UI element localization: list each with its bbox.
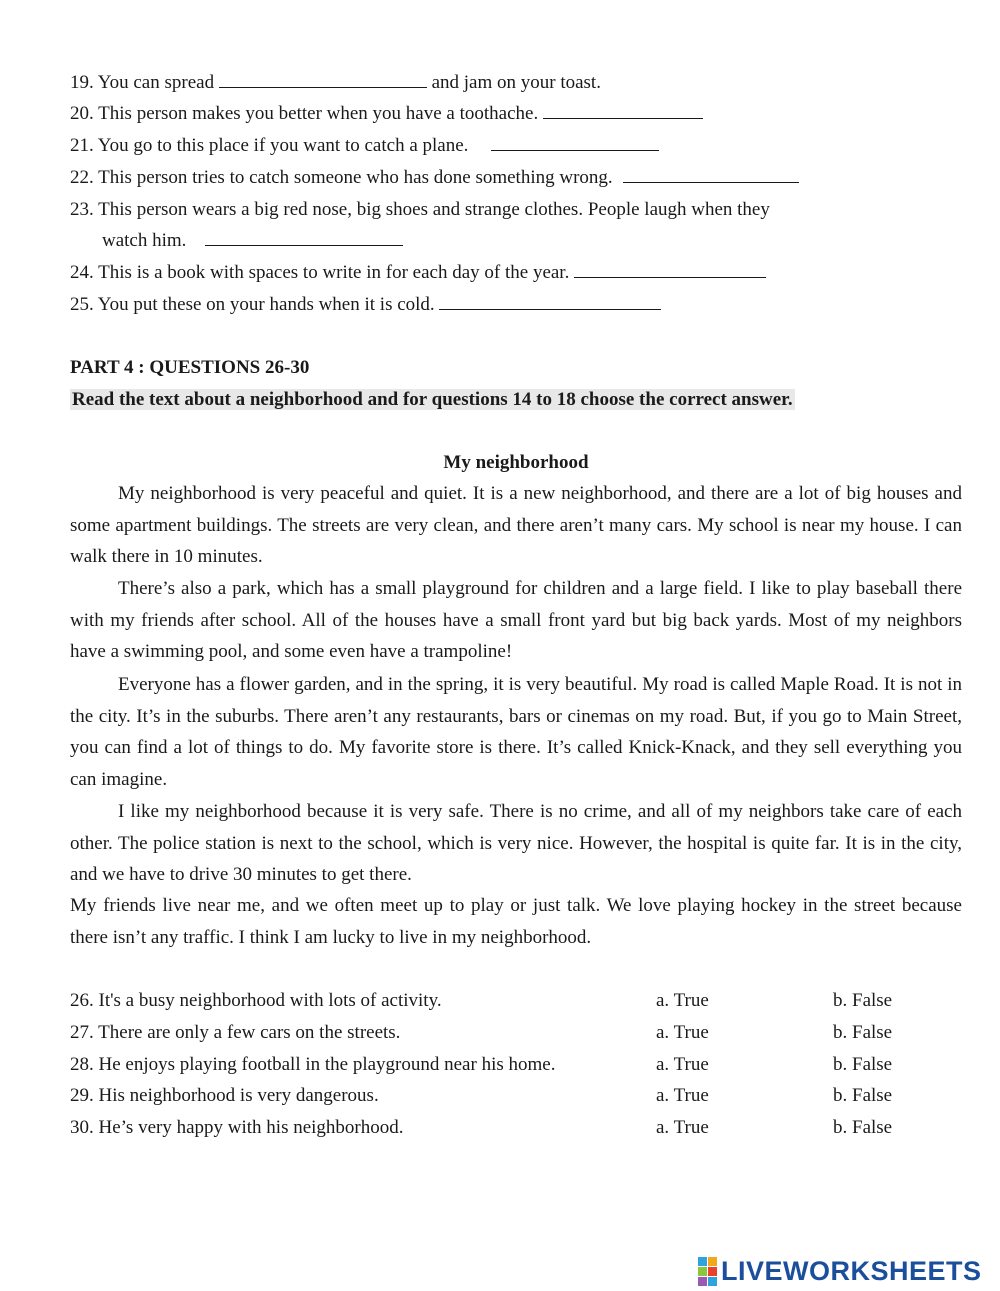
question-number: 25. bbox=[70, 294, 94, 315]
question-text: You can spread bbox=[97, 72, 215, 93]
logo-text: LIVEWORKSHEETS bbox=[721, 1255, 982, 1286]
question-21 bbox=[70, 134, 659, 158]
question-text: This person tries to catch someone who has done something wrong. bbox=[98, 167, 613, 188]
question-text-after: and jam on your toast. bbox=[431, 72, 601, 93]
option-false[interactable]: b. False bbox=[833, 1022, 893, 1043]
question-text: You go to this place if you want to catch a plane. bbox=[97, 135, 469, 156]
answer-blank-19[interactable] bbox=[219, 71, 427, 88]
reading-paragraph-3: Everyone has a flower garden, and in the spring, it is very beautiful. My road is called Maple Road. It is not in the city. It’s in the suburbs. There aren’t any restaurants, bars or cinemas on my road. But, if you go to Main Street, you can find a lot of things to do. My favorite store is there. It’s called Knick-Knack, and they sell everything you can imagine. bbox=[70, 674, 962, 790]
question-22 bbox=[70, 166, 799, 190]
question-23 bbox=[70, 198, 770, 222]
logo-block-icon bbox=[708, 1277, 717, 1286]
question-number: 22. bbox=[70, 167, 94, 188]
liveworksheets-logo bbox=[698, 1256, 982, 1286]
option-true[interactable]: a. True bbox=[656, 1022, 709, 1043]
reading-paragraph-5: My friends live near me, and we often meet up to play or just talk. We love playing hockey in the street because there isn’t any traffic. I think I am lucky to live in my neighborhood. bbox=[70, 895, 962, 948]
question-number: 19. bbox=[70, 72, 94, 93]
option-false[interactable]: b. False bbox=[833, 990, 893, 1011]
logo-block-icon bbox=[698, 1257, 707, 1266]
reading-paragraph-4: I like my neighborhood because it is very safe. There is no crime, and all of my neighbors take care of each other. The police station is next to the school, which is very nice. However, the hospital is quite far. It is in the city, and we have to drive 30 minutes to get there. bbox=[70, 801, 962, 886]
question-number: 20. bbox=[70, 103, 94, 124]
option-false[interactable]: b. False bbox=[833, 1054, 893, 1075]
question-19 bbox=[70, 71, 601, 95]
answer-blank-22[interactable] bbox=[623, 166, 799, 183]
question-number: 23. bbox=[70, 199, 94, 220]
option-true[interactable]: a. True bbox=[656, 1054, 709, 1075]
question-text: This is a book with spaces to write in for each day of the year. bbox=[98, 262, 570, 283]
question-25 bbox=[70, 293, 661, 317]
reading-paragraph-1: My neighborhood is very peaceful and quiet. It is a new neighborhood, and there are a lot of big houses and some apartment buildings. The streets are very clean, and there aren’t many cars. My school is near my house. I can walk there in 10 minutes. bbox=[70, 483, 962, 568]
statement-text: 29. His neighborhood is very dangerous. bbox=[70, 1085, 379, 1106]
logo-block-icon bbox=[698, 1267, 707, 1276]
question-text: This person wears a big red nose, big shoes and strange clothes. People laugh when they bbox=[98, 199, 770, 220]
statement-text: 27. There are only a few cars on the streets. bbox=[70, 1022, 401, 1043]
answer-blank-23[interactable] bbox=[205, 229, 403, 246]
logo-block-icon bbox=[708, 1267, 717, 1276]
question-text: You put these on your hands when it is cold. bbox=[97, 294, 435, 315]
answer-blank-20[interactable] bbox=[543, 102, 703, 119]
option-true[interactable]: a. True bbox=[656, 1117, 709, 1138]
question-24 bbox=[70, 261, 766, 285]
question-number: 21. bbox=[70, 135, 94, 156]
option-false[interactable]: b. False bbox=[833, 1085, 893, 1106]
option-true[interactable]: a. True bbox=[656, 990, 709, 1011]
question-number: 24. bbox=[70, 262, 99, 283]
statement-text: 26. It's a busy neighborhood with lots of activity. bbox=[70, 990, 442, 1011]
reading-paragraph-2: There’s also a park, which has a small playground for children and a large field. I like to play baseball there with my friends after school. All of the houses have a small front yard but big back yards. Most of my neighbors have a swimming pool, and some even have a trampoline! bbox=[70, 578, 962, 663]
statement-text: 30. He’s very happy with his neighborhood. bbox=[70, 1117, 404, 1138]
question-20 bbox=[70, 102, 703, 126]
logo-block-icon bbox=[698, 1277, 707, 1286]
statement-text: 28. He enjoys playing football in the playground near his home. bbox=[70, 1054, 556, 1075]
answer-blank-21[interactable] bbox=[491, 134, 659, 151]
reading-title: My neighborhood bbox=[443, 452, 589, 473]
option-false[interactable]: b. False bbox=[833, 1117, 893, 1138]
instruction-text: Read the text about a neighborhood and for questions 14 to 18 choose the correct answer. bbox=[72, 389, 793, 410]
question-text-line2: watch him. bbox=[102, 230, 187, 251]
part4-heading: PART 4 : QUESTIONS 26-30 bbox=[70, 357, 310, 378]
question-23-continued bbox=[102, 229, 403, 253]
logo-mark-icon bbox=[698, 1257, 717, 1286]
option-true[interactable]: a. True bbox=[656, 1085, 709, 1106]
part4-instruction bbox=[70, 388, 795, 412]
logo-block-icon bbox=[708, 1257, 717, 1266]
answer-blank-25[interactable] bbox=[439, 293, 661, 310]
answer-blank-24[interactable] bbox=[574, 261, 766, 278]
question-text: This person makes you better when you have a toothache. bbox=[98, 103, 539, 124]
